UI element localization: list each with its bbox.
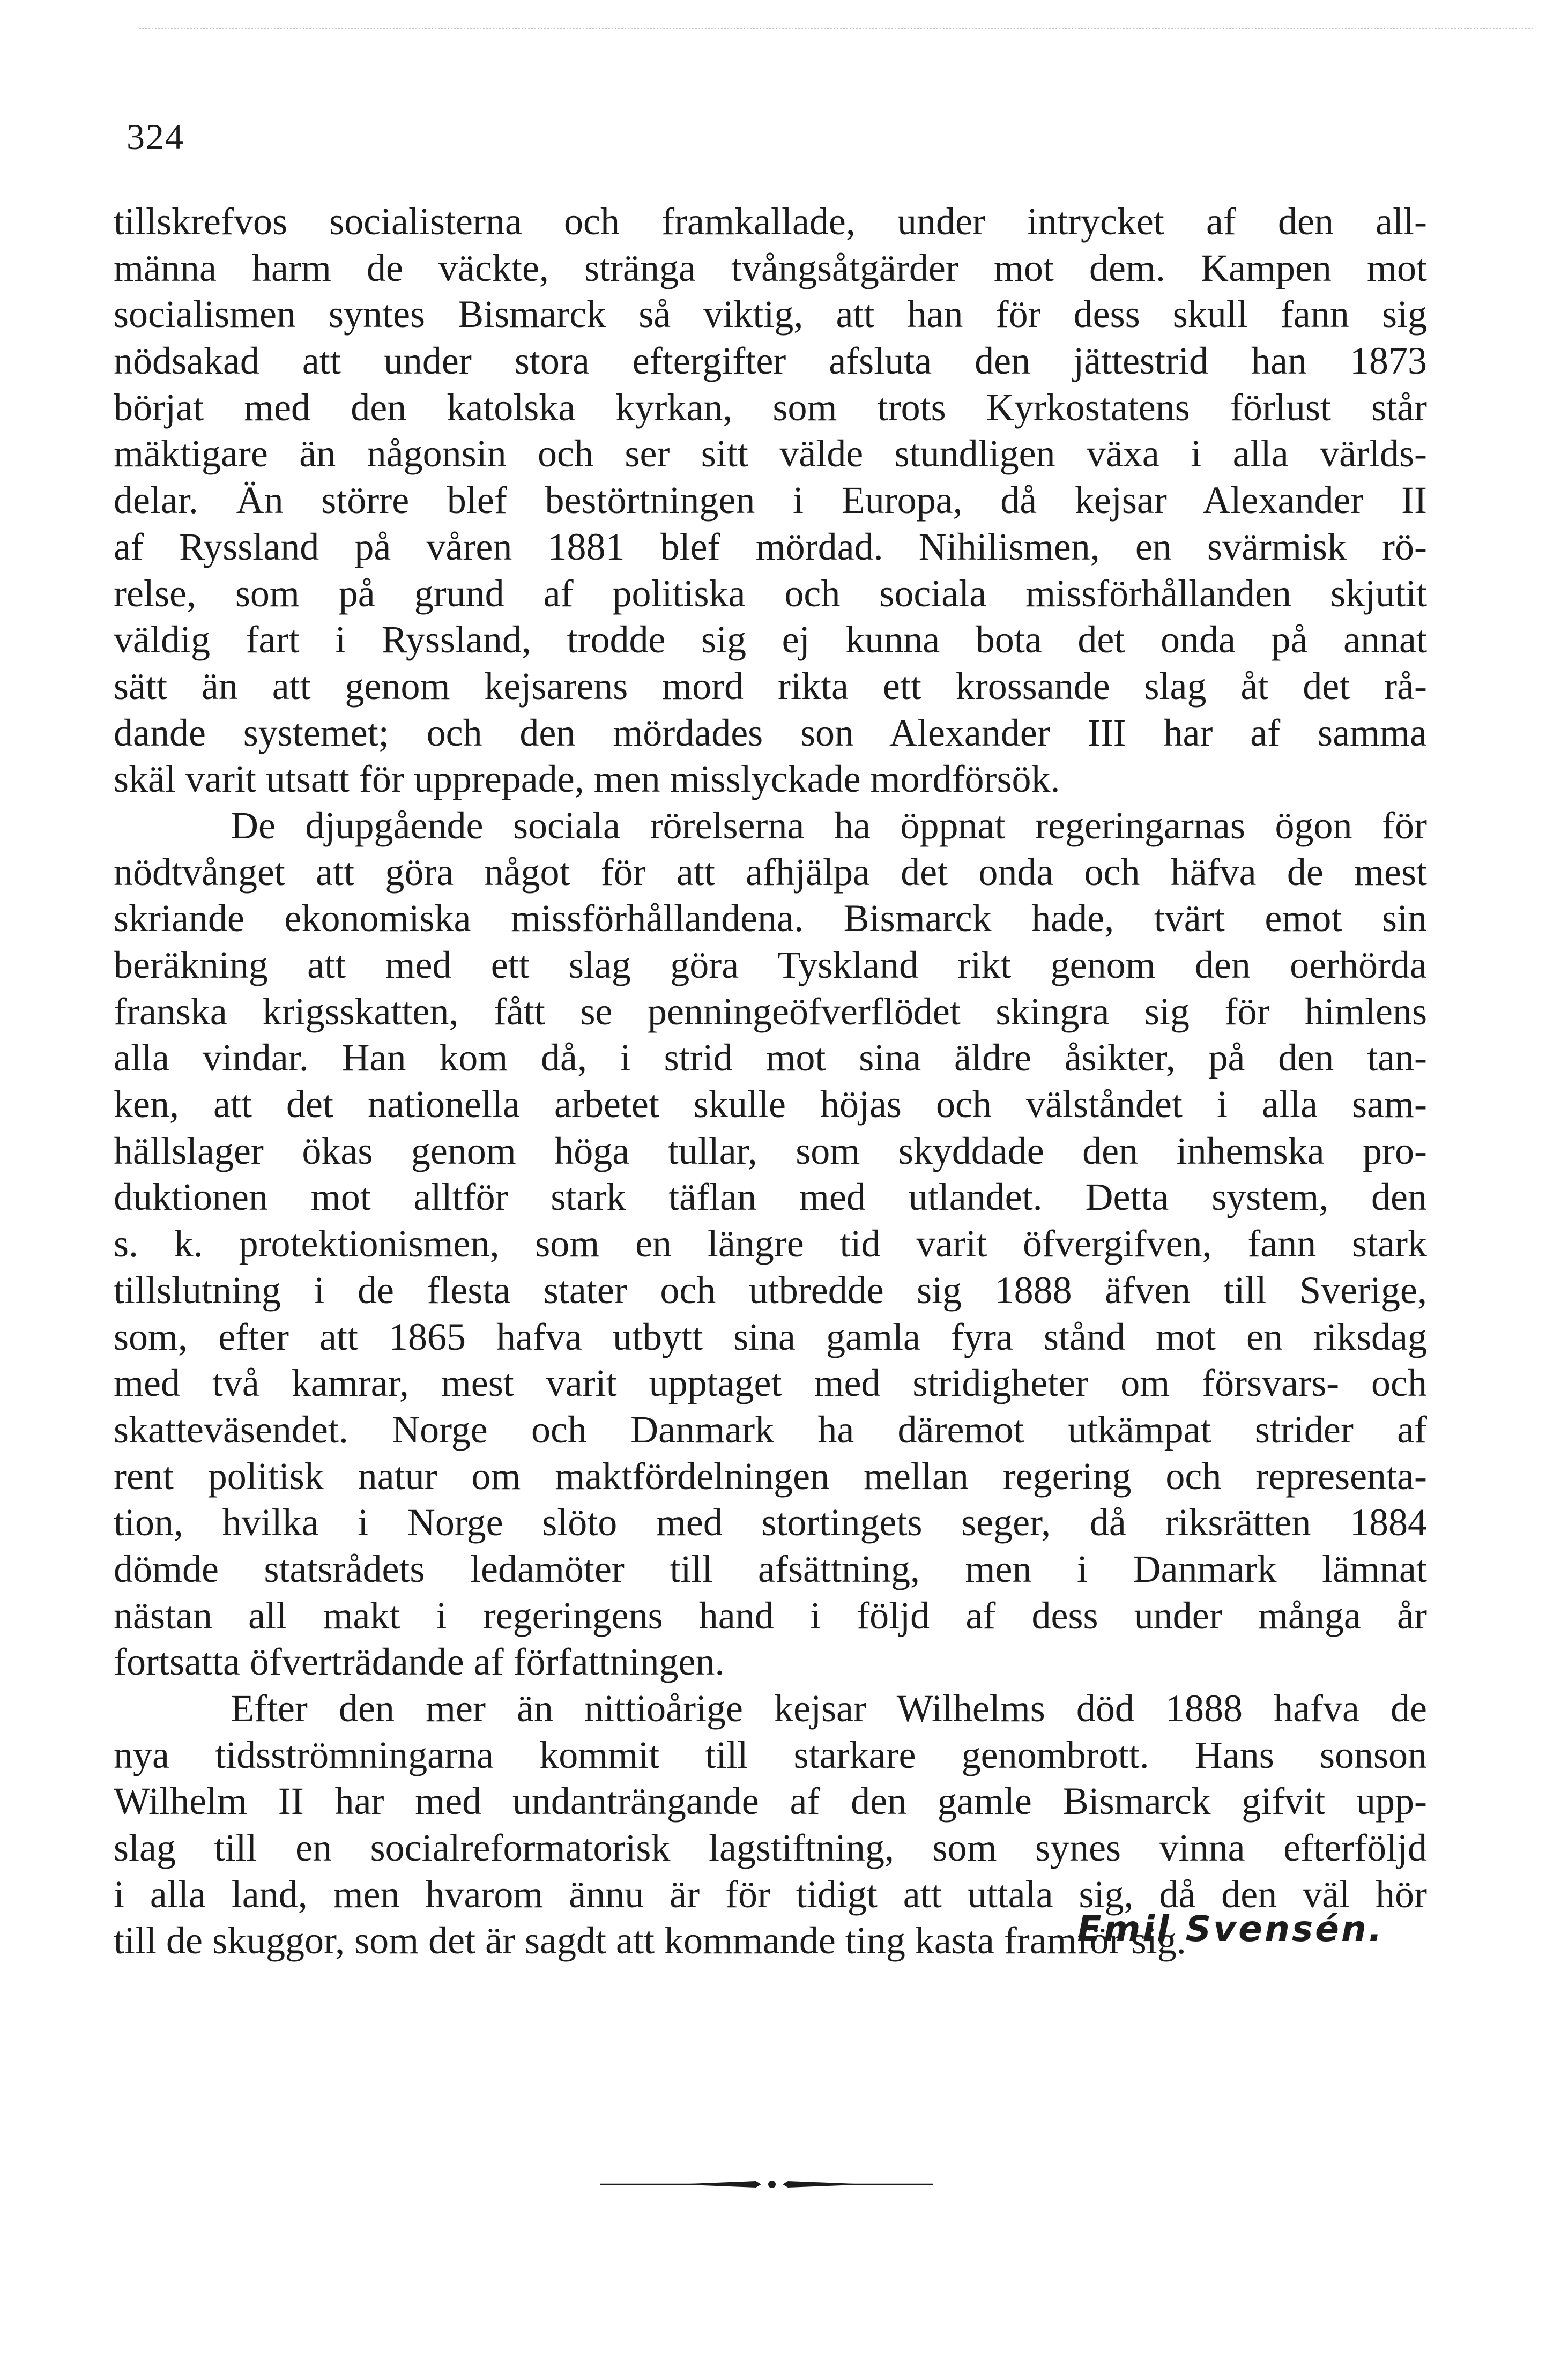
text-line: tillslutning i de flesta stater och utbredde sig 1888 äfven till Sverige, [114,1268,1427,1312]
text-line: s. k. protektionismen, som en längre tid varit öfvergifven, fann stark [114,1222,1427,1266]
text-line: tillskrefvos socialisterna och framkallade, under intrycket af den all- [114,200,1427,243]
text-line: De djupgående sociala rörelserna ha öppnat regeringarnas ögon för [231,804,1427,847]
text-line: dömde statsrådets ledamöter till afsättning, men i Danmark lämnat [114,1547,1427,1590]
text-line: tion, hvilka i Norge slöto med stortingets seger, då riksrätten 1884 [114,1501,1427,1544]
text-line: nödtvånget att göra något för att afhjälpa det onda och häfva de mest [114,850,1427,894]
text-line: beräkning att med ett slag göra Tyskland rikt genom den oerhörda [114,943,1427,986]
author-signature: Emil Svensén. [1077,1908,1384,1950]
text-line: ken, att det nationella arbetet skulle höjas och välståndet i alla sam- [114,1083,1427,1126]
text-line: rent politisk natur om maktfördelningen mellan regering och representa- [114,1454,1427,1498]
text-line: socialismen syntes Bismarck så viktig, att han för dess skull fann sig [114,293,1427,336]
text-line: alla vindar. Han kom då, i strid mot sina äldre åsikter, på den tan- [114,1036,1427,1080]
text-line: franska krigsskatten, fått se penningeöfverflödet skingra sig för himlens [114,990,1427,1033]
text-line: duktionen mot alltför stark täflan med utlandet. Detta system, den [114,1176,1427,1219]
text-line: männa harm de väckte, stränga tvångsåtgärder mot dem. Kampen mot [114,246,1427,289]
text-line: sätt än att genom kejsarens mord rikta ett krossande slag åt det rå- [114,664,1427,708]
text-line: hällslager ökas genom höga tullar, som skyddade den inhemska pro- [114,1129,1427,1172]
text-line: fortsatta öfverträdande af författningen. [114,1640,725,1684]
body-text [114,198,1427,1964]
text-line: skäl varit utsatt för upprepade, men misslyckade mordförsök. [114,757,1060,801]
text-line: som, efter att 1865 hafva utbytt sina gamla fyra stånd mot en riksdag [114,1315,1427,1358]
text-line: relse, som på grund af politiska och sociala missförhållanden skjutit [114,571,1427,615]
text-line: Efter den mer än nittioårige kejsar Wilhelms död 1888 hafva de [231,1687,1427,1730]
text-line: af Ryssland på våren 1881 blef mördad. Nihilismen, en svärmisk rö- [114,525,1427,568]
text-line: Wilhelm II har med undanträngande af den gamle Bismarck gifvit upp- [114,1780,1427,1823]
text-line: börjat med den katolska kyrkan, som trots Kyrkostatens förlust står [114,385,1427,429]
text-line: mäktigare än någonsin och ser sitt välde stundligen växa i alla världs- [114,432,1427,475]
text-line: delar. Än större blef bestörtningen i Europa, då kejsar Alexander II [114,479,1427,522]
text-line: dande systemet; och den mördades son Alexander III har af samma [114,711,1427,754]
text-line: med två kamrar, mest varit upptaget med stridigheter om försvars- och [114,1362,1427,1405]
text-line: slag till en socialreformatorisk lagstiftning, som synes vinna efterföljd [114,1826,1427,1870]
text-line: nästan all makt i regeringens hand i följd af dess under många år [114,1594,1427,1637]
page-top-edge [139,28,1533,29]
text-line: till de skuggor, som det är sagdt att kommande ting kasta framför sig. [114,1919,1186,1962]
text-line: väldig fart i Ryssland, trodde sig ej kunna bota det onda på annat [114,618,1427,661]
ornament-rule [595,2174,938,2195]
text-line: i alla land, men hvarom ännu är för tidigt att uttala sig, då den väl hör [114,1872,1427,1916]
text-line: skriande ekonomiska missförhållandena. Bismarck hade, tvärt emot sin [114,897,1427,940]
text-line: nya tidsströmningarna kommit till starkare genombrott. Hans sonson [114,1733,1427,1776]
text-line: nödsakad att under stora eftergifter afsluta den jättestrid han 1873 [114,339,1427,383]
page-number: 324 [127,116,184,157]
text-line: skatteväsendet. Norge och Danmark ha däremot utkämpat strider af [114,1408,1427,1451]
